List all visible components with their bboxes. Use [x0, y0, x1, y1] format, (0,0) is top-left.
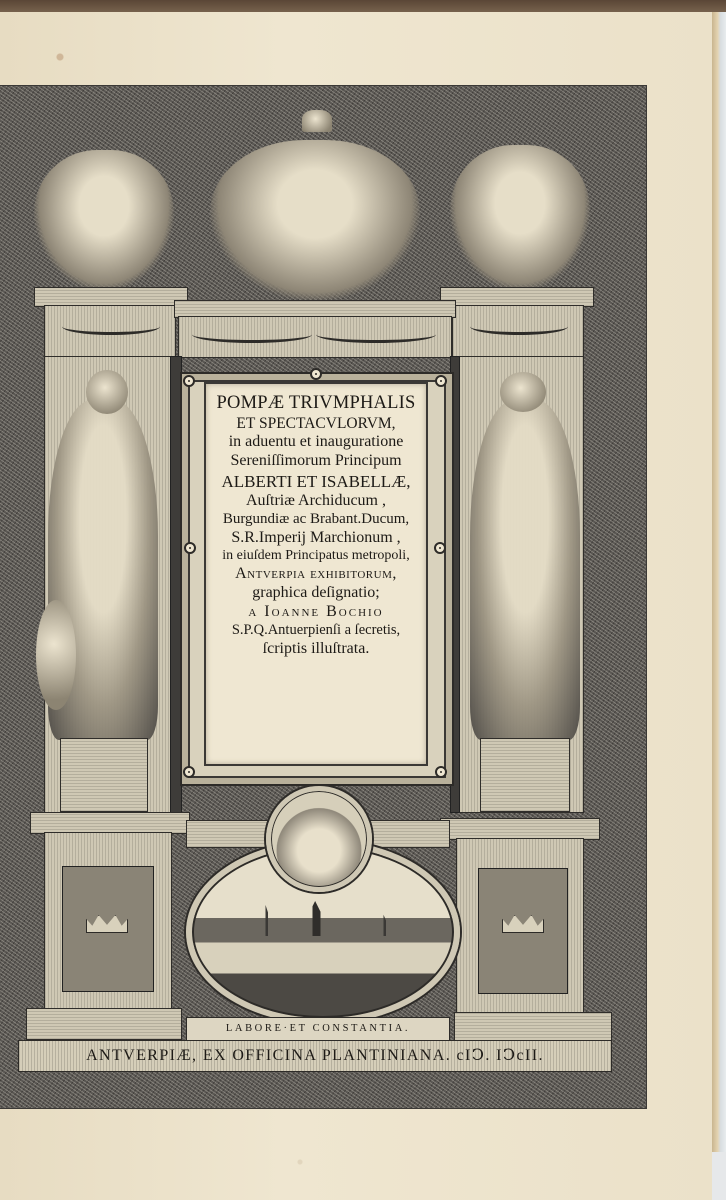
page-fore-edge [712, 12, 726, 1152]
title-line-14: ſcriptis illuſtrata. [262, 639, 370, 657]
putti-group-right-illustration [450, 145, 590, 290]
title-line-7: Burgundiæ ac Brabant.Ducum, [222, 511, 410, 527]
motto-label: LABORE·ET CONSTANTIA. [186, 1017, 450, 1041]
city-skyline-illustration [192, 901, 454, 936]
right-plinth [454, 1012, 612, 1042]
right-statue-pedestal [480, 738, 570, 812]
medusa-shield-illustration [36, 600, 76, 710]
left-plinth [26, 1008, 182, 1040]
left-statue-pedestal [60, 738, 148, 812]
left-garland-ornament [62, 318, 160, 335]
cartouche-rivet [434, 542, 446, 554]
title-line-5: ALBERTI ET ISABELLÆ, [221, 472, 411, 491]
central-garland-ornament [192, 326, 312, 343]
putti-eagle-group-illustration [210, 140, 420, 300]
central-garland-ornament [316, 326, 436, 343]
putti-group-left-illustration [34, 150, 174, 290]
right-column-capital [440, 287, 594, 307]
right-garland-ornament [470, 318, 568, 335]
left-base-cornice [30, 812, 190, 834]
title-line-9: in eiuſdem Principatus metropoli, [222, 548, 410, 563]
title-line-10: Antverpia exhibitorum, [235, 565, 397, 582]
cartouche-rivet [184, 542, 196, 554]
cartouche-rivet [183, 375, 195, 387]
title-line-11: graphica deſignatio; [252, 584, 380, 601]
title-line-4: Sereniſſimorum Principum [230, 452, 402, 469]
title-line-12: a Ioanne Bochio [248, 603, 384, 620]
cartouche-rivet [435, 766, 447, 778]
cartouche-rivet [435, 375, 447, 387]
printer-imprint: ANTVERPIÆ, EX OFFICINA PLANTINIANA. cIↃ. IↃcII. [18, 1040, 612, 1072]
title-line-8: S.R.Imperij Marchionum , [231, 529, 401, 546]
title-line-13: S.P.Q.Antuerpienſi a ſecretis, [231, 622, 401, 638]
crown-icon [302, 110, 332, 132]
minerva-helmet-illustration [86, 370, 128, 414]
mercury-statue-illustration [470, 400, 580, 740]
mercury-winged-helmet-illustration [500, 372, 546, 412]
title-line-1: POMPÆ TRIVMPHALIS [216, 393, 416, 413]
right-base-cornice [440, 818, 600, 840]
cartouche-rivet [310, 368, 322, 380]
title-text-block [204, 382, 428, 766]
title-line-3: in aduentu et inauguratione [228, 433, 404, 450]
title-line-2: ET SPECTACVLORVM, [236, 414, 396, 432]
left-column-capital [34, 287, 188, 307]
cartouche-rivet [183, 766, 195, 778]
antwerp-coat-of-arms-medallion [266, 786, 372, 892]
title-line-6: Auſtriæ Archiducum , [246, 492, 386, 509]
